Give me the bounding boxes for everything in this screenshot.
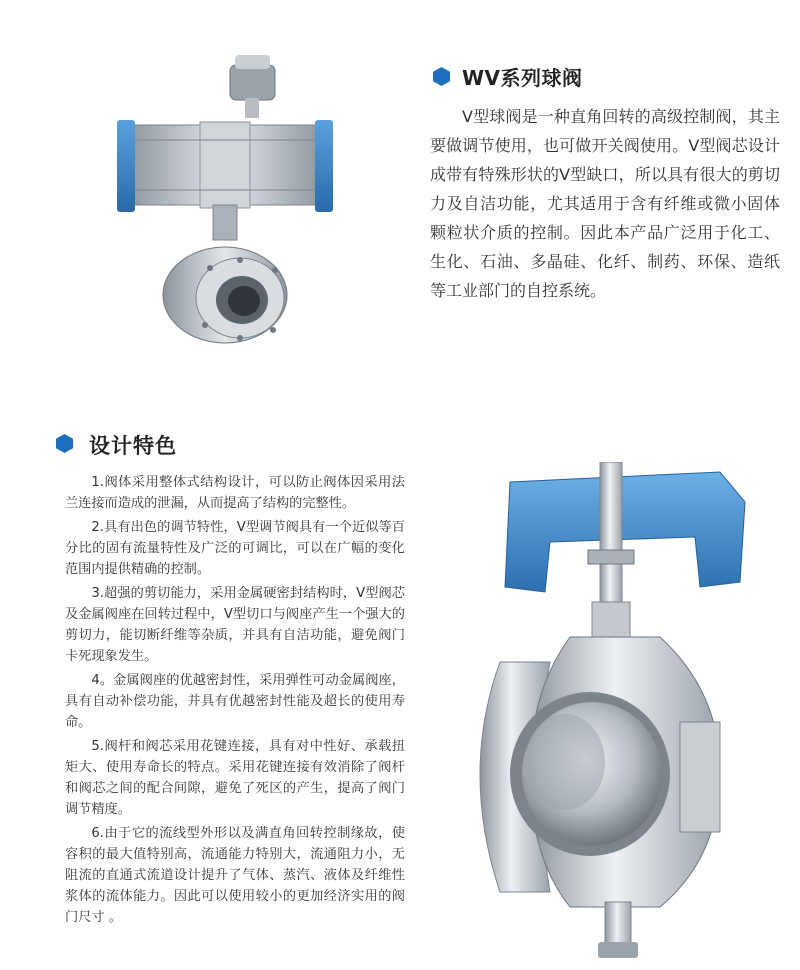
pneumatic-v-ball-valve-image <box>105 40 345 345</box>
intro-paragraph: V型球阀是一种直角回转的高级控制阀，其主要做调节使用，也可做开关阀使用。V型阀芯设计成带有特殊形状的V型缺口，所以具有很大的剪切力及自洁功能，尤其适用于含有纤维或微小固体颗粒状介质的控制。因此本产品广泛用于化工、生化、石油、多晶硅、化纤、制药、环保、造纸等工业部门的自控系统。 <box>430 107 780 300</box>
hexagon-bullet-icon <box>56 434 73 453</box>
section-title-wv-series: WV系列球阀 <box>462 66 583 90</box>
feature-item: 3.超强的剪切能力，采用金属硬密封结构时，V型阀芯及金属阀座在回转过程中，V型切口与阀座产生一个强大的剪切力，能切断纤维等杂质，并具有自洁功能，避免阀门卡死现象发生。 <box>65 586 405 664</box>
valve-cutaway-image <box>470 462 780 960</box>
feature-item: 6.由于它的流线型外形以及满直角回转控制缘故，使容积的最大值特别高，流通能力特别大，流通阻力小，无阻流的直通式流道设计提升了气体、蒸汽、液体及纤维性浆体的流体能力。因此可以使用较小的更加经济实用的阀门尺寸 。 <box>65 826 405 925</box>
feature-item: 5.阀杆和阀芯采用花键连接，具有对中性好、承载扭矩大、使用寿命长的特点。采用花键连接有效消除了阀杆和阀芯之间的配合间隙，避免了死区的产生，提高了阀门调节精度。 <box>65 739 405 817</box>
feature-item: 1.阀体采用整体式结构设计，可以防止阀体因采用法兰连接而造成的泄漏，从而提高了结构的完整性。 <box>65 475 405 511</box>
feature-list <box>65 472 405 931</box>
section-title-design-features: 设计特色 <box>89 434 177 458</box>
feature-item: 2.具有出色的调节特性，V型调节阀具有一个近似等百分比的固有流量特性及广泛的可调比，可以在广幅的变化范围内提供精确的控制。 <box>65 520 405 577</box>
feature-item: 4。金属阀座的优越密封性，采用弹性可动金属阀座，具有自动补偿功能，并具有优越密封性能及超长的使用寿命。 <box>65 673 405 730</box>
hexagon-bullet-icon <box>433 67 450 86</box>
